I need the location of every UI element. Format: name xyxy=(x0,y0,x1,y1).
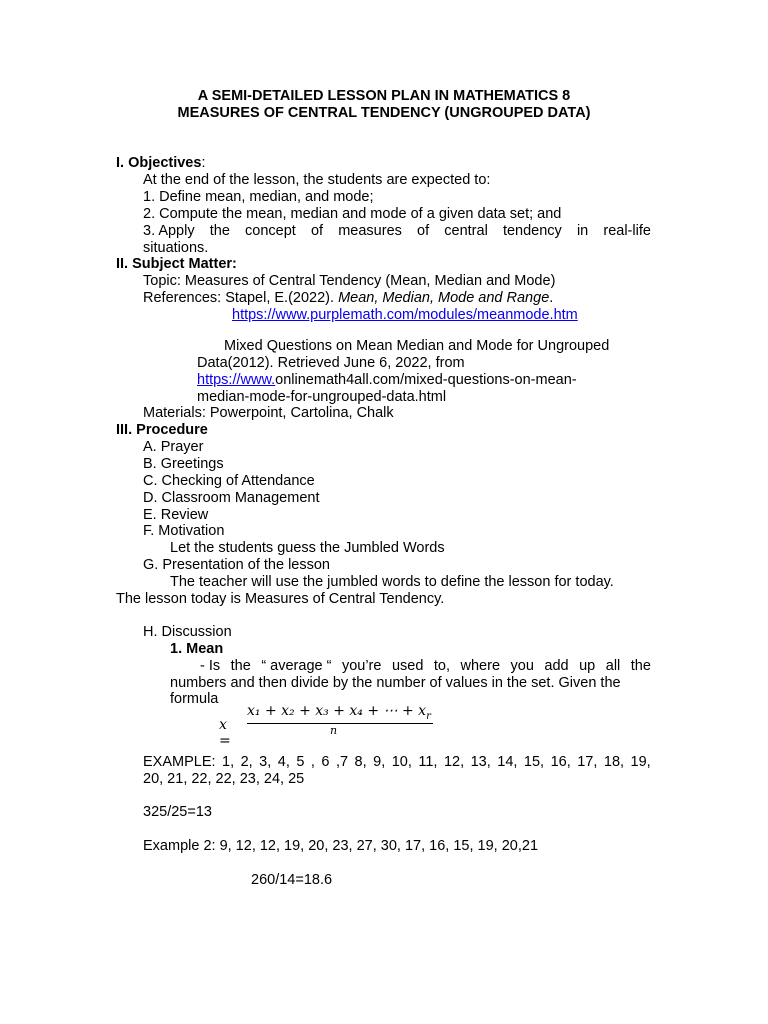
word: 4, xyxy=(277,754,290,770)
word: of xyxy=(417,223,430,239)
word: where xyxy=(460,658,501,674)
objective-item-3 xyxy=(143,223,651,240)
word: 5 xyxy=(296,754,305,770)
objectives-intro: At the end of the lesson, the students are expected to: xyxy=(143,172,491,188)
word: 8, xyxy=(354,754,367,770)
word: the xyxy=(209,223,230,239)
word: 3, xyxy=(259,754,272,770)
document-title-line1: A SEMI-DETAILED LESSON PLAN IN MATHEMATICS 8 xyxy=(197,88,571,104)
word: you xyxy=(510,658,534,674)
objective-item-1: 1. Define mean, median, and mode; xyxy=(143,189,374,205)
presentation-text-1: The teacher will use the jumbled words to define the lesson for today. xyxy=(170,574,614,590)
reference-2-line4: median-mode-for-ungrouped-data.html xyxy=(197,389,447,405)
word: 10, xyxy=(391,754,412,770)
formula-lhs: x = xyxy=(219,717,231,749)
word: the xyxy=(630,658,651,674)
reference-author: References: Stapel, E.(2022). xyxy=(143,290,339,306)
word: you’re xyxy=(341,658,382,674)
formula-numerator-terms: x₁ + x₂ + x₃ + x₄ + ⋯ + x xyxy=(247,703,427,719)
word: 14, xyxy=(497,754,518,770)
reference-1-link[interactable]: https://www.purplemath.com/modules/meanmode.htm xyxy=(232,307,578,323)
example-1-result: 325/25=13 xyxy=(143,804,212,820)
word: 13, xyxy=(470,754,491,770)
word: to, xyxy=(433,658,451,674)
word: 2, xyxy=(240,754,253,770)
procedure-step-review: E. Review xyxy=(143,507,209,523)
formula-numerator xyxy=(247,703,431,722)
example-1-line1 xyxy=(143,754,651,771)
word: tendency xyxy=(502,223,562,239)
procedure-step-attendance: C. Checking of Attendance xyxy=(143,473,315,489)
procedure-step-motivation: F. Motivation xyxy=(143,523,225,539)
word: 9, xyxy=(373,754,386,770)
reference-2-url-rest: onlinemath4all.com/mixed-questions-on-mean- xyxy=(275,372,577,388)
reference-2-line2: Data(2012). Retrieved June 6, 2022, from xyxy=(197,355,465,371)
word: EXAMPLE: xyxy=(143,754,216,770)
reference-1 xyxy=(143,290,553,307)
mean-definition-line2: numbers and then divide by the number of values in the set. Given the xyxy=(170,675,621,691)
word: 15, xyxy=(523,754,545,770)
objective-item-2: 2. Compute the mean, median and mode of a given data set; and xyxy=(143,206,562,222)
word: in xyxy=(576,223,589,239)
topic-line: Topic: Measures of Central Tendency (Mean, Median and Mode) xyxy=(143,273,556,289)
word: add xyxy=(544,658,569,674)
motivation-text: Let the students guess the Jumbled Words xyxy=(170,540,445,556)
procedure-heading: III. Procedure xyxy=(116,422,208,438)
word: the xyxy=(230,658,251,674)
materials-line: Materials: Powerpoint, Cartolina, Chalk xyxy=(143,405,394,421)
word: 17, xyxy=(577,754,598,770)
word: 3. Apply xyxy=(143,223,195,239)
formula-fraction-bar xyxy=(247,723,433,724)
reference-2-link[interactable]: https://www. xyxy=(197,372,276,388)
word: ,7 xyxy=(335,754,349,770)
procedure-step-greetings: B. Greetings xyxy=(143,456,224,472)
mean-definition-line1 xyxy=(200,658,651,675)
word: 19, xyxy=(630,754,651,770)
word: used xyxy=(391,658,424,674)
procedure-step-prayer: A. Prayer xyxy=(143,439,204,455)
word: - Is xyxy=(200,658,221,674)
formula-denominator: n xyxy=(330,724,338,737)
word: “ average “ xyxy=(261,658,332,674)
word: of xyxy=(310,223,324,239)
reference-2-line1: Mixed Questions on Mean Median and Mode for Ungrouped xyxy=(224,338,610,354)
word: 6 xyxy=(321,754,330,770)
word: all xyxy=(605,658,621,674)
word: , xyxy=(310,754,315,770)
word: concept xyxy=(245,223,296,239)
example-2: Example 2: 9, 12, 12, 19, 20, 23, 27, 30, 17, 16, 15, 19, 20,21 xyxy=(143,838,539,854)
presentation-text-2: The lesson today is Measures of Central Tendency. xyxy=(116,591,445,607)
objectives-colon: : xyxy=(201,155,206,171)
mean-heading: 1. Mean xyxy=(170,641,224,657)
procedure-step-presentation: G. Presentation of the lesson xyxy=(143,557,330,573)
example-2-result: 260/14=18.6 xyxy=(251,872,333,888)
word: 1, xyxy=(222,754,235,770)
subject-matter-heading: II. Subject Matter: xyxy=(116,256,237,272)
objectives-heading-line xyxy=(116,155,205,172)
objective-item-3-cont: situations. xyxy=(143,240,209,256)
reference-end: . xyxy=(549,290,554,306)
example-1-line2: 20, 21, 22, 22, 23, 24, 25 xyxy=(143,771,305,787)
reference-title: Mean, Median, Mode and Range xyxy=(338,290,550,306)
formula-last-subscript: r xyxy=(426,710,431,722)
mean-definition-line3: formula xyxy=(170,691,219,707)
document-title-line2: MEASURES OF CENTRAL TENDENCY (UNGROUPED DATA) xyxy=(177,105,591,121)
procedure-step-classroom-management: D. Classroom Management xyxy=(143,490,320,506)
word: 18, xyxy=(603,754,625,770)
procedure-step-discussion: H. Discussion xyxy=(143,624,232,640)
word: up xyxy=(579,658,596,674)
word: central xyxy=(444,223,488,239)
word: 16, xyxy=(550,754,571,770)
reference-1-url-line xyxy=(232,307,578,324)
word: 12, xyxy=(443,754,465,770)
word: 11, xyxy=(418,754,438,770)
word: measures xyxy=(338,223,402,239)
objectives-heading: I. Objectives xyxy=(116,155,202,171)
word: real-life xyxy=(603,223,651,239)
reference-2-line3 xyxy=(197,372,577,389)
